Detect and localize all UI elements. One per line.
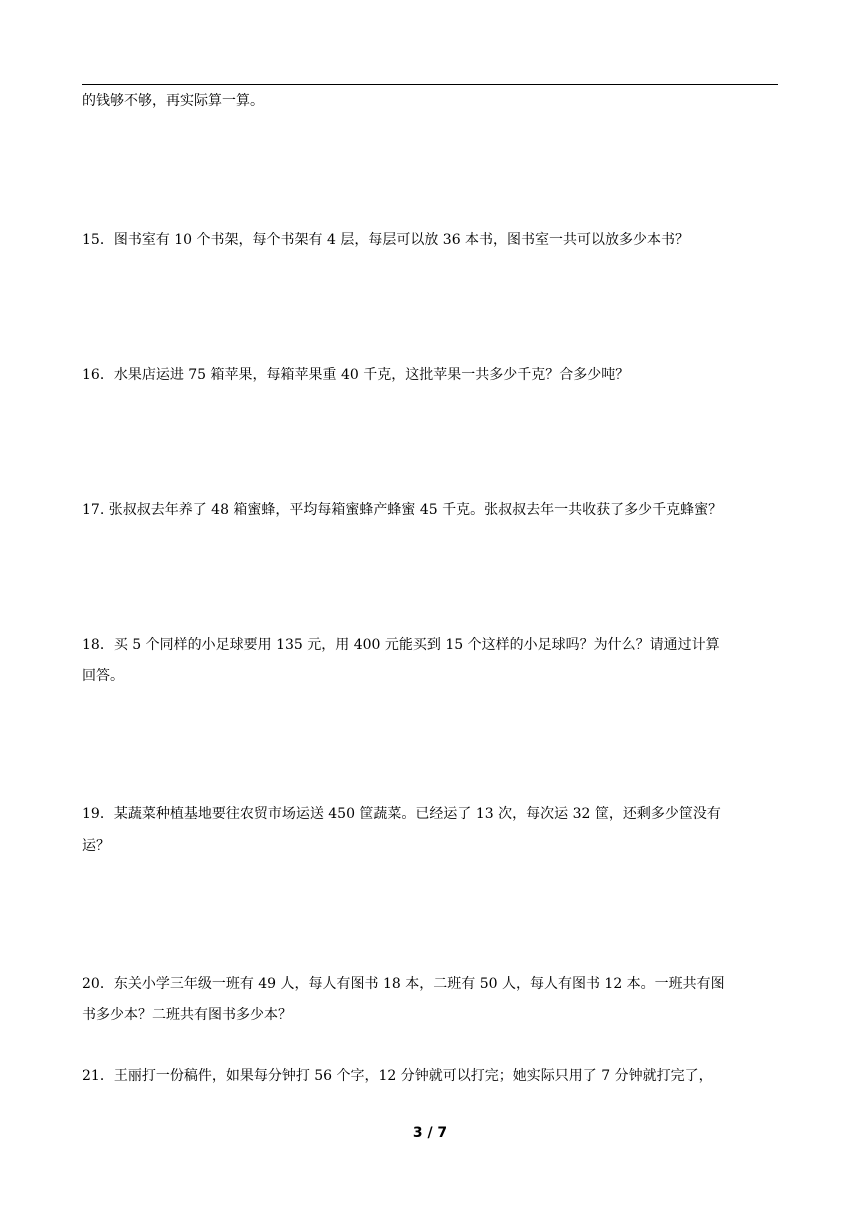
question-line: 18．买 5 个同样的小足球要用 135 元，用 400 元能买到 15 个这样的小足球吗？为什么？请通过计算	[82, 637, 720, 653]
question-line: 书多少本？二班共有图书多少本？	[82, 1007, 292, 1023]
question-line: 19．某蔬菜种植基地要往农贸市场运送 450 筐蔬菜。已经运了 13 次，每次运 32 筐，还剩多少筐没有	[82, 806, 721, 822]
question-line: 运？	[82, 838, 110, 854]
question-line: 20．东关小学三年级一班有 49 人，每人有图书 18 本，二班有 50 人，每人有图书 12 本。一班共有图	[82, 976, 725, 992]
question-line: 15．图书室有 10 个书架，每个书架有 4 层，每层可以放 36 本书，图书室一共可以放多少本书？	[82, 232, 690, 248]
question-line: 17. 张叔叔去年养了 48 箱蜜蜂，平均每箱蜜蜂产蜂蜜 45 千克。张叔叔去年一共收获了多少千克蜂蜜？	[82, 502, 723, 518]
question-line: 21．王丽打一份稿件，如果每分钟打 56 个字，12 分钟就可以打完；她实际只用了 7 分钟就打完了，	[82, 1068, 713, 1084]
header-rule	[82, 84, 778, 85]
page-number: 3 / 7	[412, 1125, 448, 1141]
continuation-text: 的钱够不够，再实际算一算。	[82, 93, 264, 109]
question-line: 回答。	[82, 668, 124, 684]
question-line: 16．水果店运进 75 箱苹果，每箱苹果重 40 千克，这批苹果一共多少千克？合多少吨？	[82, 367, 630, 383]
